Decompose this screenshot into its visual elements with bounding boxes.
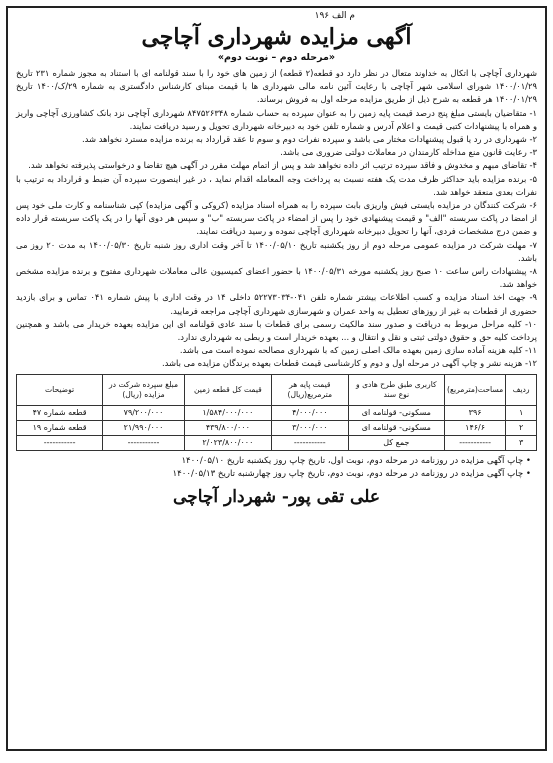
publication-dates	[16, 455, 537, 481]
cell-deposit: -----------	[103, 435, 185, 450]
header-usage: کاربری طبق طرح هادی و نوع سند	[348, 374, 444, 405]
cell-area: -----------	[444, 435, 505, 450]
table-row	[17, 420, 537, 435]
intro-paragraph: شهرداری آچاچی با اتکال به خداوند متعال در نظر دارد دو قطعه(۲ قطعه) از زمین های خود را با سند قولنامه ای با استناد به مجوز شماره ۲۳۱ تاریخ ۱۴۰۰/۰۱/۲۹ شورای اسلامی شهر آچاچی با رعایت آئین نامه مالی شهرداری ها با قیمت مبنای کارشناس دادگستری به شماره ۲۹/ک/۱۴۰۰ تاریخ ۱۴۰۰/۰۱/۲۹ هر قطعه به شرح ذیل از طریق مزایده مرحله اول به فروش برساند.	[16, 68, 538, 105]
table-total-row	[17, 435, 537, 450]
cell-area: ۱۴۶/۶	[444, 420, 505, 435]
clause-7: ۷- مهلت شرکت در مزایده عمومی مرحله دوم از روز یکشنبه تاریخ ۱۴۰۰/۰۵/۱۰ تا آخر وقت اداری روز شنبه تاریخ ۱۴۰۰/۰۵/۳۰ به مدت ۲۰ روز می باشد.	[16, 239, 538, 263]
publication-date-2: • چاپ آگهی مزایده در روزنامه در مرحله دوم، نوبت دوم، تاریخ چاپ روز چهارشنبه تاریخ ۱۴۰۰/۰۵/۱۳	[172, 468, 531, 479]
clause-8: ۸- پیشنهادات راس ساعت ۱۰ صبح روز یکشنبه مورخه ۱۴۰۰/۰۵/۳۱ با حضور اعضای کمیسیون عالی معاملات شهرداری مفتوح و برنده مزایده مشخص خواهد شد.	[16, 266, 537, 290]
cell-notes: قطعه شماره ۱۹	[17, 420, 103, 435]
cell-usage: مسکونی- قولنامه ای	[348, 420, 444, 435]
publication-date-1-text: چاپ آگهی مزایده در روزنامه در مرحله دوم، نوبت اول، تاریخ چاپ روز یکشنبه تاریخ ۱۴۰۰/۰۵/۱۰	[181, 455, 524, 466]
header-row-number: ردیف	[506, 374, 537, 405]
clause-9: ۹- جهت اخذ اسناد مزایده و کسب اطلاعات بیشتر شماره تلفن ۰۴۱-۵۲۲۷۳۰۳۴ داخلی ۱۴ در وقت اداری با پیش شماره ۰۴۱ تماس و برای بازدید حضوری از قطعات به غیر از روزهای تعطیل به واحد عمران و شهرسازی شهرداری آچاچی مراجعه فرمایید.	[16, 292, 537, 316]
cell-unit-price: -----------	[271, 435, 348, 450]
clause-11: ۱۱- کلیه هزینه آماده سازی زمین بعهده مالک اصلی زمین که با شهرداری مصالحه نموده است می باشد.	[179, 345, 537, 356]
cell-row-number: ۲	[506, 420, 537, 435]
cell-row-number: ۳	[506, 435, 537, 450]
header-area: مساحت(مترمربع)	[444, 374, 505, 405]
ad-code: م الف ۱۹۶	[314, 11, 355, 21]
clause-2: ۲- شهرداری در رد یا قبول پیشنهادات مختار می باشد و سپرده نفرات دوم و سوم تا عقد قرارداد به برنده مزایده مسترد نخواهد شد.	[81, 134, 537, 145]
page-subtitle: «مرحله دوم – نوبت دوم»	[217, 52, 336, 63]
clause-1: ۱- متقاضیان بایستی مبلغ پنج درصد قیمت پایه زمین را به عنوان سپرده به حساب شماره ۸۴۷۵۲۶۳۴۸ شهرداری آچاچی نزد بانک کشاورزی آچاچی واریز و همراه با پیشنهادات کتبی قیمت و اعلام آدرس و شماره تلفن خود به دبیرخانه شهرداری تحویل و رسید دریافت نمایند.	[16, 107, 537, 131]
cell-total-price: ۱/۵۸۴/۰۰۰/۰۰۰	[184, 405, 271, 420]
advertisement-page	[6, 6, 547, 751]
publication-date-1: • چاپ آگهی مزایده در روزنامه در مرحله دوم، نوبت اول، تاریخ چاپ روز یکشنبه تاریخ ۱۴۰۰/۰۵/۱۰	[181, 455, 531, 466]
cell-notes: قطعه شماره ۴۷	[17, 405, 103, 420]
header-unit-price: قیمت پایه هر مترمربع(ریال)	[271, 374, 348, 405]
header-deposit: مبلغ سپرده شرکت در مزایده (ریال)	[103, 374, 185, 405]
table-header-row	[17, 374, 537, 405]
parcels-table	[16, 374, 537, 451]
header-notes: توضیحات	[17, 374, 103, 405]
header-total-price: قیمت کل قطعه زمین	[184, 374, 271, 405]
clause-10: ۱۰- کلیه مراحل مربوط به دریافت و صدور سند مالکیت رسمی برای قطعات با سند عادی قولنامه ای این مزایده بعهده خریدار می باشد و همچنین پرداخت کلیه حق و حقوق دولتی ثبتی و نقل و انتقال و ... بعهده خریدار است و ربطی به شهرداری ندارد.	[16, 318, 537, 343]
cell-notes: -----------	[17, 435, 103, 450]
cell-deposit: ۲۱/۹۹۰/۰۰۰	[103, 420, 185, 435]
mayor-signature: علی تقی پور- شهردار آچاچی	[173, 486, 380, 507]
clause-5: ۵- برنده مزایده باید حداکثر ظرف مدت یک هفته نسبت به پرداخت وجه المعامله اقدام نماید ، در غیر اینصورت سپرده آن ضبط و قرارداد به ترتیب با نفرات بعدی منعقد خواهد شد.	[16, 173, 537, 197]
cell-deposit: ۷۹/۲۰۰/۰۰۰	[103, 405, 185, 420]
clause-6: ۶- شرکت کنندگان در مزایده بایستی فیش واریزی بابت سپرده را به همراه اسناد مزایده (کروکی و آگهی مزایده) کپی شناسنامه و کارت ملی خود پس از امضا در پاکت سربسته "الف" و قیمت پیشنهادی خود را پس از امضاء در پاکت سربسته "ب" و سپس هر دوی آنها را در یک پاکت سربسته قرار داده و ضمن درج مشخصات فردی، آنها را تحویل دبیرخانه شهرداری آچاچی نموده و رسید دریافت نمایند.	[16, 200, 537, 237]
cell-unit-price: ۴/۰۰۰/۰۰۰	[271, 405, 348, 420]
clause-4: ۴- تقاضای مبهم و مخدوش و فاقد سپرده ترتیب اثر داده نخواهد شد و پس از اتمام مهلت مقرر در آگهی هیچ تقاضا و درخواستی پذیرفته نخواهد شد.	[28, 160, 537, 171]
publication-date-2-text: چاپ آگهی مزایده در روزنامه در مرحله دوم، نوبت دوم، تاریخ چاپ روز چهارشنبه تاریخ ۱۴۰۰/۰۵/۱۳	[172, 468, 524, 479]
cell-unit-price: ۳/۰۰۰/۰۰۰	[271, 420, 348, 435]
page-title: آگهی مزایده شهرداری آچاچی	[141, 24, 412, 50]
body-text	[16, 67, 537, 371]
cell-usage: مسکونی- قولنامه ای	[348, 405, 444, 420]
cell-grand-total: ۲/۰۲۳/۸۰۰/۰۰۰	[184, 435, 271, 450]
cell-total-price: ۴۳۹/۸۰۰/۰۰۰	[184, 420, 271, 435]
cell-total-label: جمع کل	[348, 435, 444, 450]
clause-12: ۱۲- هزینه نشر و چاپ آگهی در مرحله اول و دوم و کارشناسی قیمت قطعات بعهده برندگان مزایده می باشد.	[161, 358, 537, 369]
clause-3: ۳- رعایت قانون منع مداخله کارمندان در معاملات دولتی ضروری می باشد.	[280, 147, 537, 158]
table-row	[17, 405, 537, 420]
cell-area: ۳۹۶	[444, 405, 505, 420]
cell-row-number: ۱	[506, 405, 537, 420]
